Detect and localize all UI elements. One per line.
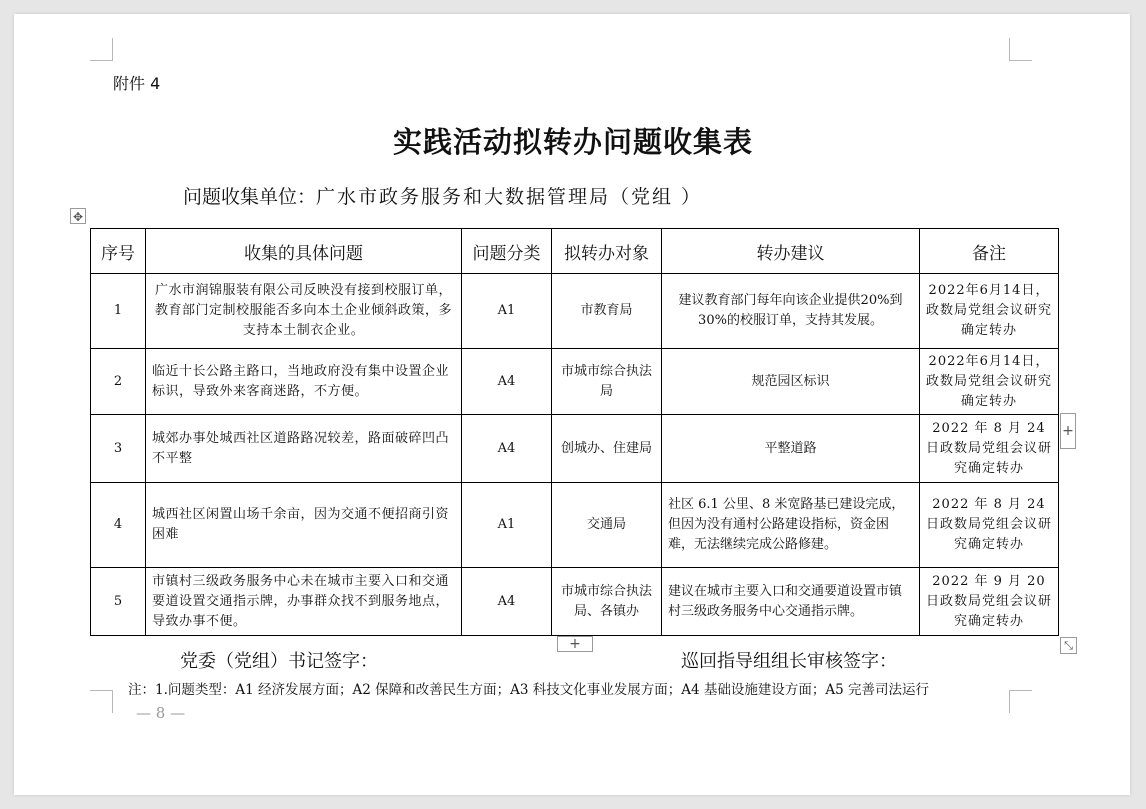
crop-mark-bottom-left <box>90 690 113 713</box>
cell-target[interactable]: 市城市综合执法局 <box>552 349 662 415</box>
add-column-button[interactable]: + <box>1060 413 1076 449</box>
cell-issue[interactable]: 市镇村三级政务服务中心未在城市主要入口和交通要道设置交通指示牌，办事群众找不到服务地点，导致办事不便。 <box>146 568 462 636</box>
header-suggestion: 转办建议 <box>662 229 920 274</box>
table-row <box>91 483 1059 568</box>
cell-no[interactable]: 1 <box>91 274 146 349</box>
cell-target[interactable]: 创城办、住建局 <box>552 415 662 483</box>
collection-unit-value: 广水市政务服务和大数据管理局（党组 ） <box>316 186 703 208</box>
cell-no[interactable]: 4 <box>91 483 146 568</box>
crop-mark-top-right <box>1009 38 1032 61</box>
cell-no[interactable]: 5 <box>91 568 146 636</box>
header-target: 拟转办对象 <box>552 229 662 274</box>
attachment-label: 附件 4 <box>113 74 161 93</box>
crop-mark-bottom-right <box>1009 690 1032 713</box>
cell-category[interactable]: A4 <box>462 568 552 636</box>
inspection-leader-signature-label: 巡回指导组组长审核签字： <box>681 651 897 672</box>
cell-category[interactable]: A4 <box>462 349 552 415</box>
cell-target[interactable]: 交通局 <box>552 483 662 568</box>
table-row <box>91 274 1059 349</box>
cell-suggestion[interactable]: 规范园区标识 <box>662 349 920 415</box>
party-secretary-signature-label: 党委（党组）书记签字： <box>180 651 378 672</box>
issue-table <box>90 228 1059 636</box>
cell-suggestion[interactable]: 建议教育部门每年向该企业提供20%到 30%的校服订单，支持其发展。 <box>662 274 920 349</box>
page-number: — 8 — <box>136 704 186 722</box>
table-resize-handle-icon[interactable]: ⤡ <box>1060 637 1077 654</box>
header-note: 备注 <box>920 229 1059 274</box>
cell-category[interactable]: A4 <box>462 415 552 483</box>
header-issue: 收集的具体问题 <box>146 229 462 274</box>
document-title: 实践活动拟转办问题收集表 <box>392 125 753 159</box>
cell-no[interactable]: 3 <box>91 415 146 483</box>
collection-unit <box>183 182 702 209</box>
cell-note[interactable]: 2022 年 8 月 24 日政数局党组会议研究确定转办 <box>920 415 1059 483</box>
cell-target[interactable]: 市教育局 <box>552 274 662 349</box>
header-category: 问题分类 <box>462 229 552 274</box>
table-move-handle-icon[interactable]: ✥ <box>70 208 86 224</box>
cell-issue[interactable]: 临近十长公路主路口，当地政府没有集中设置企业标识，导致外来客商迷路，不方便。 <box>146 349 462 415</box>
cell-issue[interactable]: 城西社区闲置山场千余亩，因为交通不便招商引资困难 <box>146 483 462 568</box>
crop-mark-top-left <box>90 38 113 61</box>
table-row <box>91 568 1059 636</box>
cell-suggestion[interactable]: 建议在城市主要入口和交通要道设置市镇村三级政务服务中心交通指示牌。 <box>662 568 920 636</box>
table-row <box>91 415 1059 483</box>
cell-note[interactable]: 2022 年 8 月 24 日政数局党组会议研究确定转办 <box>920 483 1059 568</box>
cell-target[interactable]: 市城市综合执法局、各镇办 <box>552 568 662 636</box>
cell-issue[interactable]: 广水市润锦服装有限公司反映没有接到校服订单，教育部门定制校服能否多向本土企业倾斜政策，多支持本土制衣企业。 <box>146 274 462 349</box>
add-row-button[interactable]: + <box>557 636 593 652</box>
header-no: 序号 <box>91 229 146 274</box>
cell-note[interactable]: 2022年6月14日，政数局党组会议研究确定转办 <box>920 349 1059 415</box>
table-header-row <box>91 229 1059 274</box>
cell-category[interactable]: A1 <box>462 274 552 349</box>
cell-note[interactable]: 2022年6月14日，政数局党组会议研究确定转办 <box>920 274 1059 349</box>
cell-suggestion[interactable]: 平整道路 <box>662 415 920 483</box>
collection-unit-label: 问题收集单位： <box>183 186 317 208</box>
cell-issue[interactable]: 城郊办事处城西社区道路路况较差，路面破碎凹凸不平整 <box>146 415 462 483</box>
cell-suggestion[interactable]: 社区 6.1 公里、8 米宽路基已建设完成，但因为没有通村公路建设指标，资金困难，无法继续完成公路修建。 <box>662 483 920 568</box>
footnote: 注：1.问题类型：A1 经济发展方面；A2 保障和改善民生方面；A3 科技文化事业发展方面；A4 基础设施建设方面；A5 完善司法运行 <box>128 682 930 698</box>
cell-no[interactable]: 2 <box>91 349 146 415</box>
cell-category[interactable]: A1 <box>462 483 552 568</box>
cell-note[interactable]: 2022 年 9 月 20 日政数局党组会议研究确定转办 <box>920 568 1059 636</box>
table-row <box>91 349 1059 415</box>
